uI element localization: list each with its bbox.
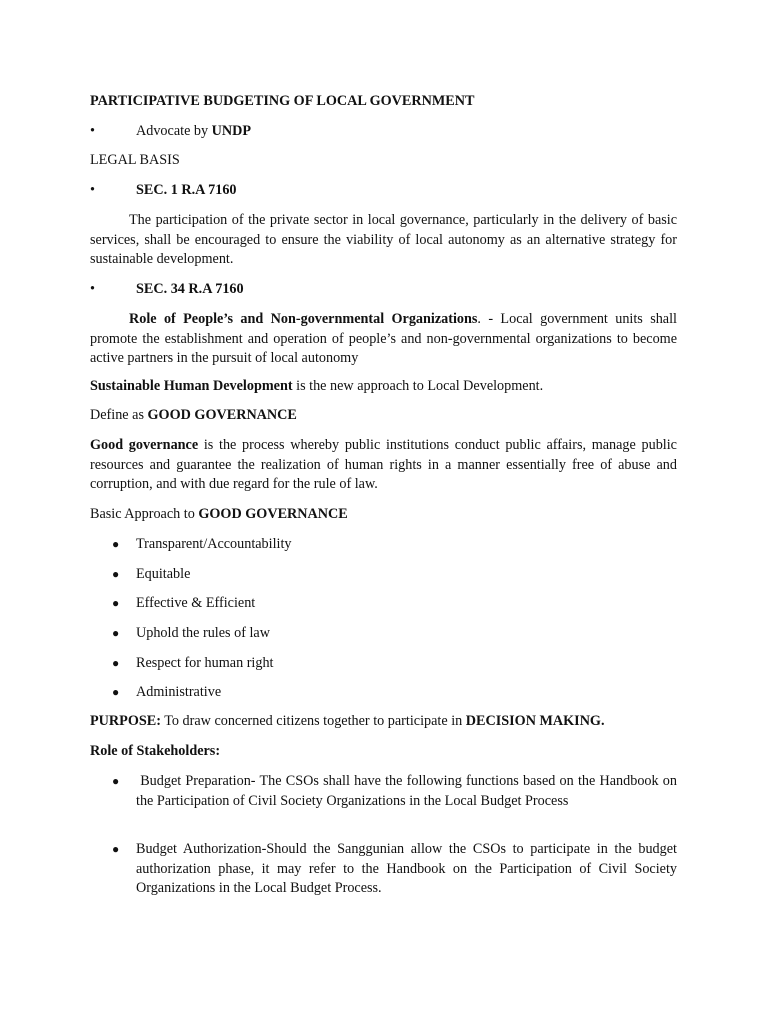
approach-item: Uphold the rules of law [136, 625, 270, 641]
stakeholder-item: Budget Preparation- The CSOs shall have the following functions based on the Handbook on the Participation of Civil Society Organizations in the Local Budget Process [136, 773, 677, 809]
approach-item: Equitable [136, 566, 191, 582]
bullet-icon: • [90, 281, 95, 297]
sec1-paragraph: The participation of the private sector in local governance, particularly in the delivery of basic services, shall be encouraged to ensure the viability of local autonomy as an alternative strategy for sustainable development. [90, 212, 677, 267]
shd-paragraph: Sustainable Human Development is the new approach to Local Development. [90, 378, 544, 394]
bullet-icon: ● [112, 685, 120, 699]
approach-item: Administrative [136, 684, 222, 700]
stakeholder-item: Budget Authorization-Should the Sanggunian allow the CSOs to participate in the budget authorization phase, it may refer to the Handbook on the Participation of Civil Society Organizations in the Local Budget Process. [136, 841, 677, 896]
sec34-heading: SEC. 34 R.A 7160 [136, 281, 244, 297]
advocate-line: Advocate by UNDP [136, 123, 252, 139]
approach-item: Effective & Efficient [136, 595, 256, 611]
approach-item: Transparent/Accountability [136, 536, 292, 552]
bullet-icon: • [90, 123, 95, 139]
approach-item: Respect for human right [136, 655, 274, 671]
basic-approach-line: Basic Approach to GOOD GOVERNANCE [90, 506, 348, 522]
bullet-icon: ● [112, 537, 120, 551]
good-governance-paragraph: Good governance is the process whereby public institutions conduct public affairs, manage public resources and guarantee the realization of human rights in a manner essentially free of abuse and corruption, and with due regard for the rule of law. [90, 437, 677, 492]
define-line: Define as GOOD GOVERNANCE [90, 407, 297, 423]
bullet-icon: ● [112, 774, 120, 788]
sec34-paragraph: Role of People’s and Non-governmental Organizations. - Local government units shall promote the establishment and operation of people’s and non-governmental organizations to become active partners in the pursuit of local autonomy [90, 311, 677, 366]
bullet-icon: ● [112, 567, 120, 581]
bullet-icon: ● [112, 596, 120, 610]
bullet-icon: ● [112, 626, 120, 640]
document-title: PARTICIPATIVE BUDGETING OF LOCAL GOVERNMENT [90, 93, 475, 109]
bullet-icon: • [90, 182, 95, 198]
sec1-heading: SEC. 1 R.A 7160 [136, 182, 237, 198]
bullet-icon: ● [112, 656, 120, 670]
bullet-icon: ● [112, 842, 120, 856]
stakeholders-heading: Role of Stakeholders: [90, 743, 221, 759]
purpose-line: PURPOSE: To draw concerned citizens together to participate in DECISION MAKING. [90, 713, 605, 729]
legal-basis-heading: LEGAL BASIS [90, 152, 180, 168]
